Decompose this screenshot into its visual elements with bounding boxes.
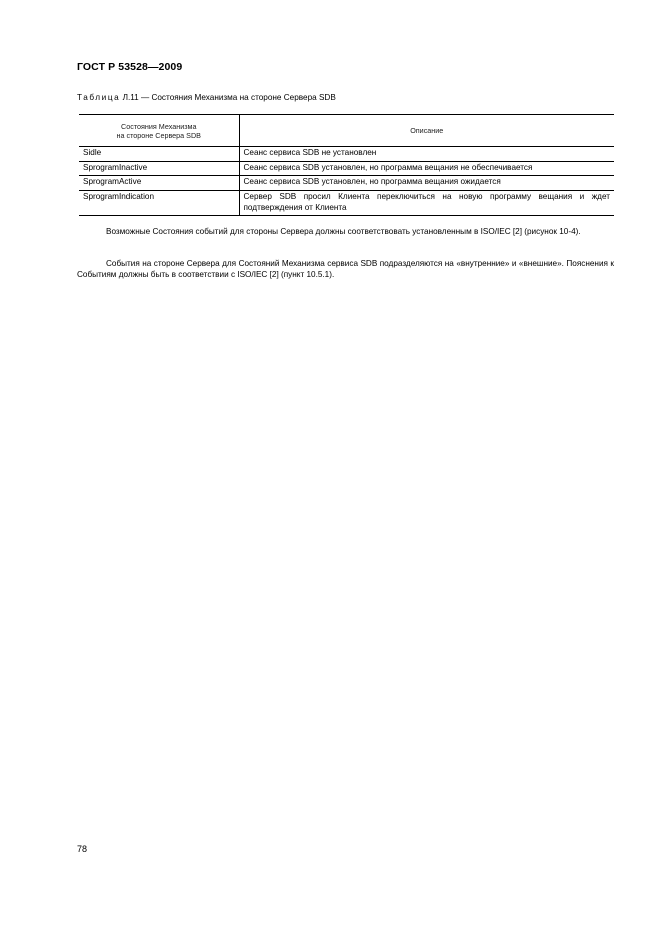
description-cell: Сервер SDB просил Клиента переключиться на новую программу вещания и ждет подтверждения от Клиента <box>239 190 614 215</box>
description-cell: Сеанс сервиса SDB не установлен <box>239 147 614 162</box>
paragraph-events-states: Возможные Состояния событий для стороны Сервера должны соответствовать установленным в ISO/IEC [2] (рисунок 10-4). <box>106 227 581 236</box>
description-cell: Сеанс сервиса SDB установлен, но программа вещания не обеспечивается <box>239 161 614 176</box>
state-cell: SprogramActive <box>79 176 239 191</box>
states-table <box>79 114 614 216</box>
table-header-row <box>79 115 614 147</box>
column-header-description: Описание <box>239 115 614 147</box>
table-row <box>79 176 614 191</box>
column-header-state <box>79 115 239 147</box>
table-row <box>79 147 614 162</box>
state-cell: Sidle <box>79 147 239 162</box>
table-caption-word: Таблица <box>77 93 121 102</box>
table-row <box>79 190 614 215</box>
standard-designation: ГОСТ Р 53528—2009 <box>77 61 183 73</box>
description-cell: Сеанс сервиса SDB установлен, но программа вещания ожидается <box>239 176 614 191</box>
column-header-state-line1: Состояния Механизма <box>121 121 197 131</box>
column-header-state-line2: на стороне Сервера SDB <box>116 130 201 140</box>
paragraph-events-types: События на стороне Сервера для Состояний Механизма сервиса SDB подразделяются на «внутренние» и «внешние». Пояснения к Событиям должны быть в соответствии с ISO/IEC [2] (пункт 10.5.1). <box>77 259 614 279</box>
table-caption <box>77 93 336 102</box>
state-cell: SprogramInactive <box>79 161 239 176</box>
page-number: 78 <box>77 844 88 854</box>
table-caption-title: Л.11 — Состояния Механизма на стороне Сервера SDB <box>120 93 336 102</box>
state-cell: SprogramIndication <box>79 190 239 215</box>
table-row <box>79 161 614 176</box>
